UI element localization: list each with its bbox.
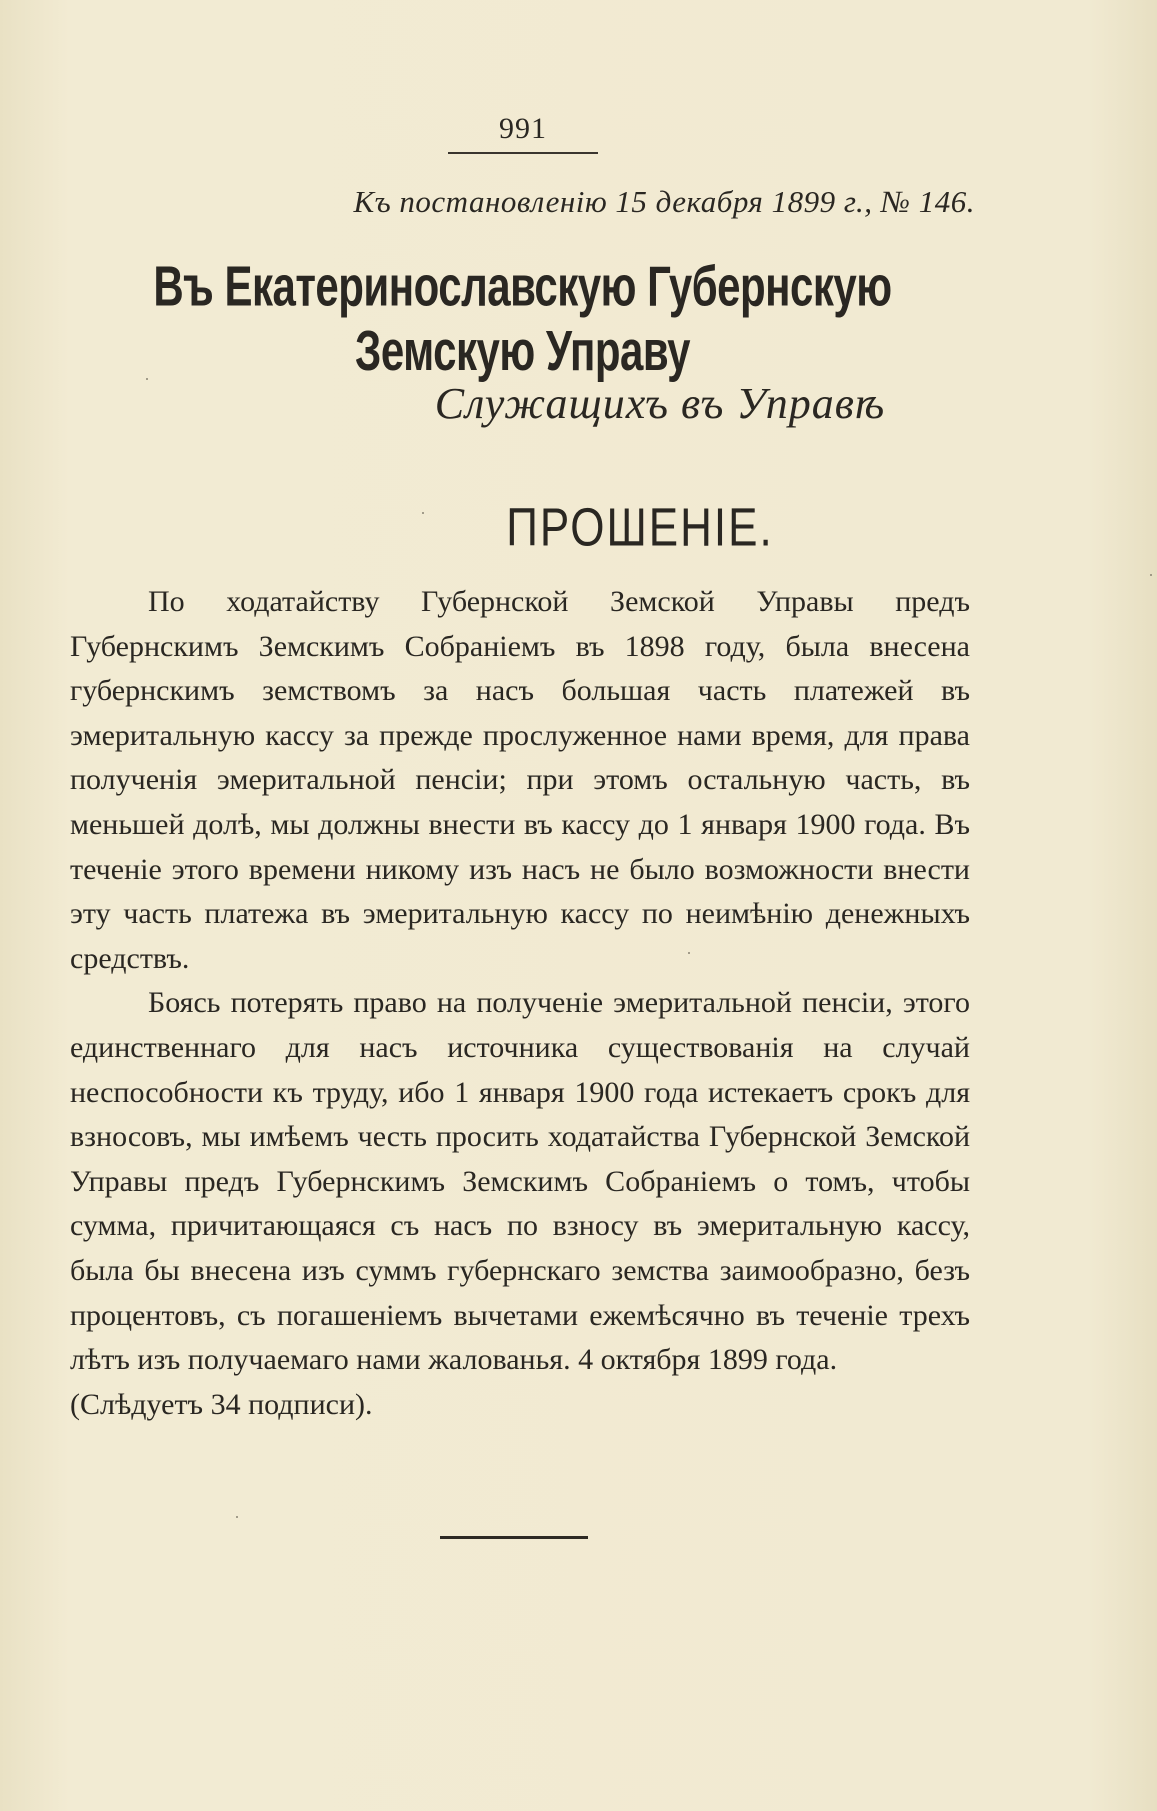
paragraph: Боясь потерять право на полученіе эмеритальной пенсіи, этого единственнаго для насъ источника существованія на случай неспособности къ труду, ибо 1 января 1900 года истекаетъ срокъ для взносовъ, мы имѣемъ честь просить ходатайства Губернской Земской Управы предъ Губернскимъ Земскимъ Собраніемъ о томъ, чтобы сумма, причитающаяся съ насъ по взносу въ эмеритальную кассу, была бы внесена изъ суммъ губернскаго земства заимообразно, безъ процентовъ, съ погашеніемъ вычетами ежемѣсячно въ теченіе трехъ лѣтъ изъ получаемаго нами жалованья. 4 октября 1899 года.	[70, 986, 970, 1377]
paper-speck	[146, 378, 148, 380]
paper-speck	[236, 1516, 238, 1518]
paper-speck	[1150, 574, 1152, 576]
signature-note: (Слѣдуетъ 34 подписи).	[70, 1387, 373, 1421]
page-number-rule	[448, 152, 598, 154]
document-title: ПРОШЕНІЕ.	[506, 498, 774, 558]
recipient-heading: Въ Екатеринославскую Губернскую Земскую Управу	[153, 254, 892, 383]
sender-heading: Служащихъ въ Управѣ	[434, 379, 886, 428]
end-rule	[440, 1536, 588, 1539]
paragraph: По ходатайству Губернской Земской Управы предъ Губернскимъ Земскимъ Собраніемъ въ 1898 году, была внесена губернскимъ земствомъ за насъ большая часть платежей въ эмеритальную кассу за прежде прослуженное нами время, для права полученія эмеритальной пенсіи; при этомъ остальную часть, въ меньшей долѣ, мы должны внести въ кассу до 1 января 1900 года. Въ теченіе этого времени никому изъ насъ не было возможности внести эту часть платежа въ эмеритальную кассу по неимѣнію денежныхъ средствъ.	[70, 585, 970, 975]
page-number: 991	[499, 112, 547, 145]
paper-speck	[422, 512, 424, 514]
petition-body	[70, 580, 970, 1427]
resolution-reference: Къ постановленію 15 декабря 1899 г., № 146.	[353, 184, 975, 219]
paper-speck	[688, 952, 690, 954]
